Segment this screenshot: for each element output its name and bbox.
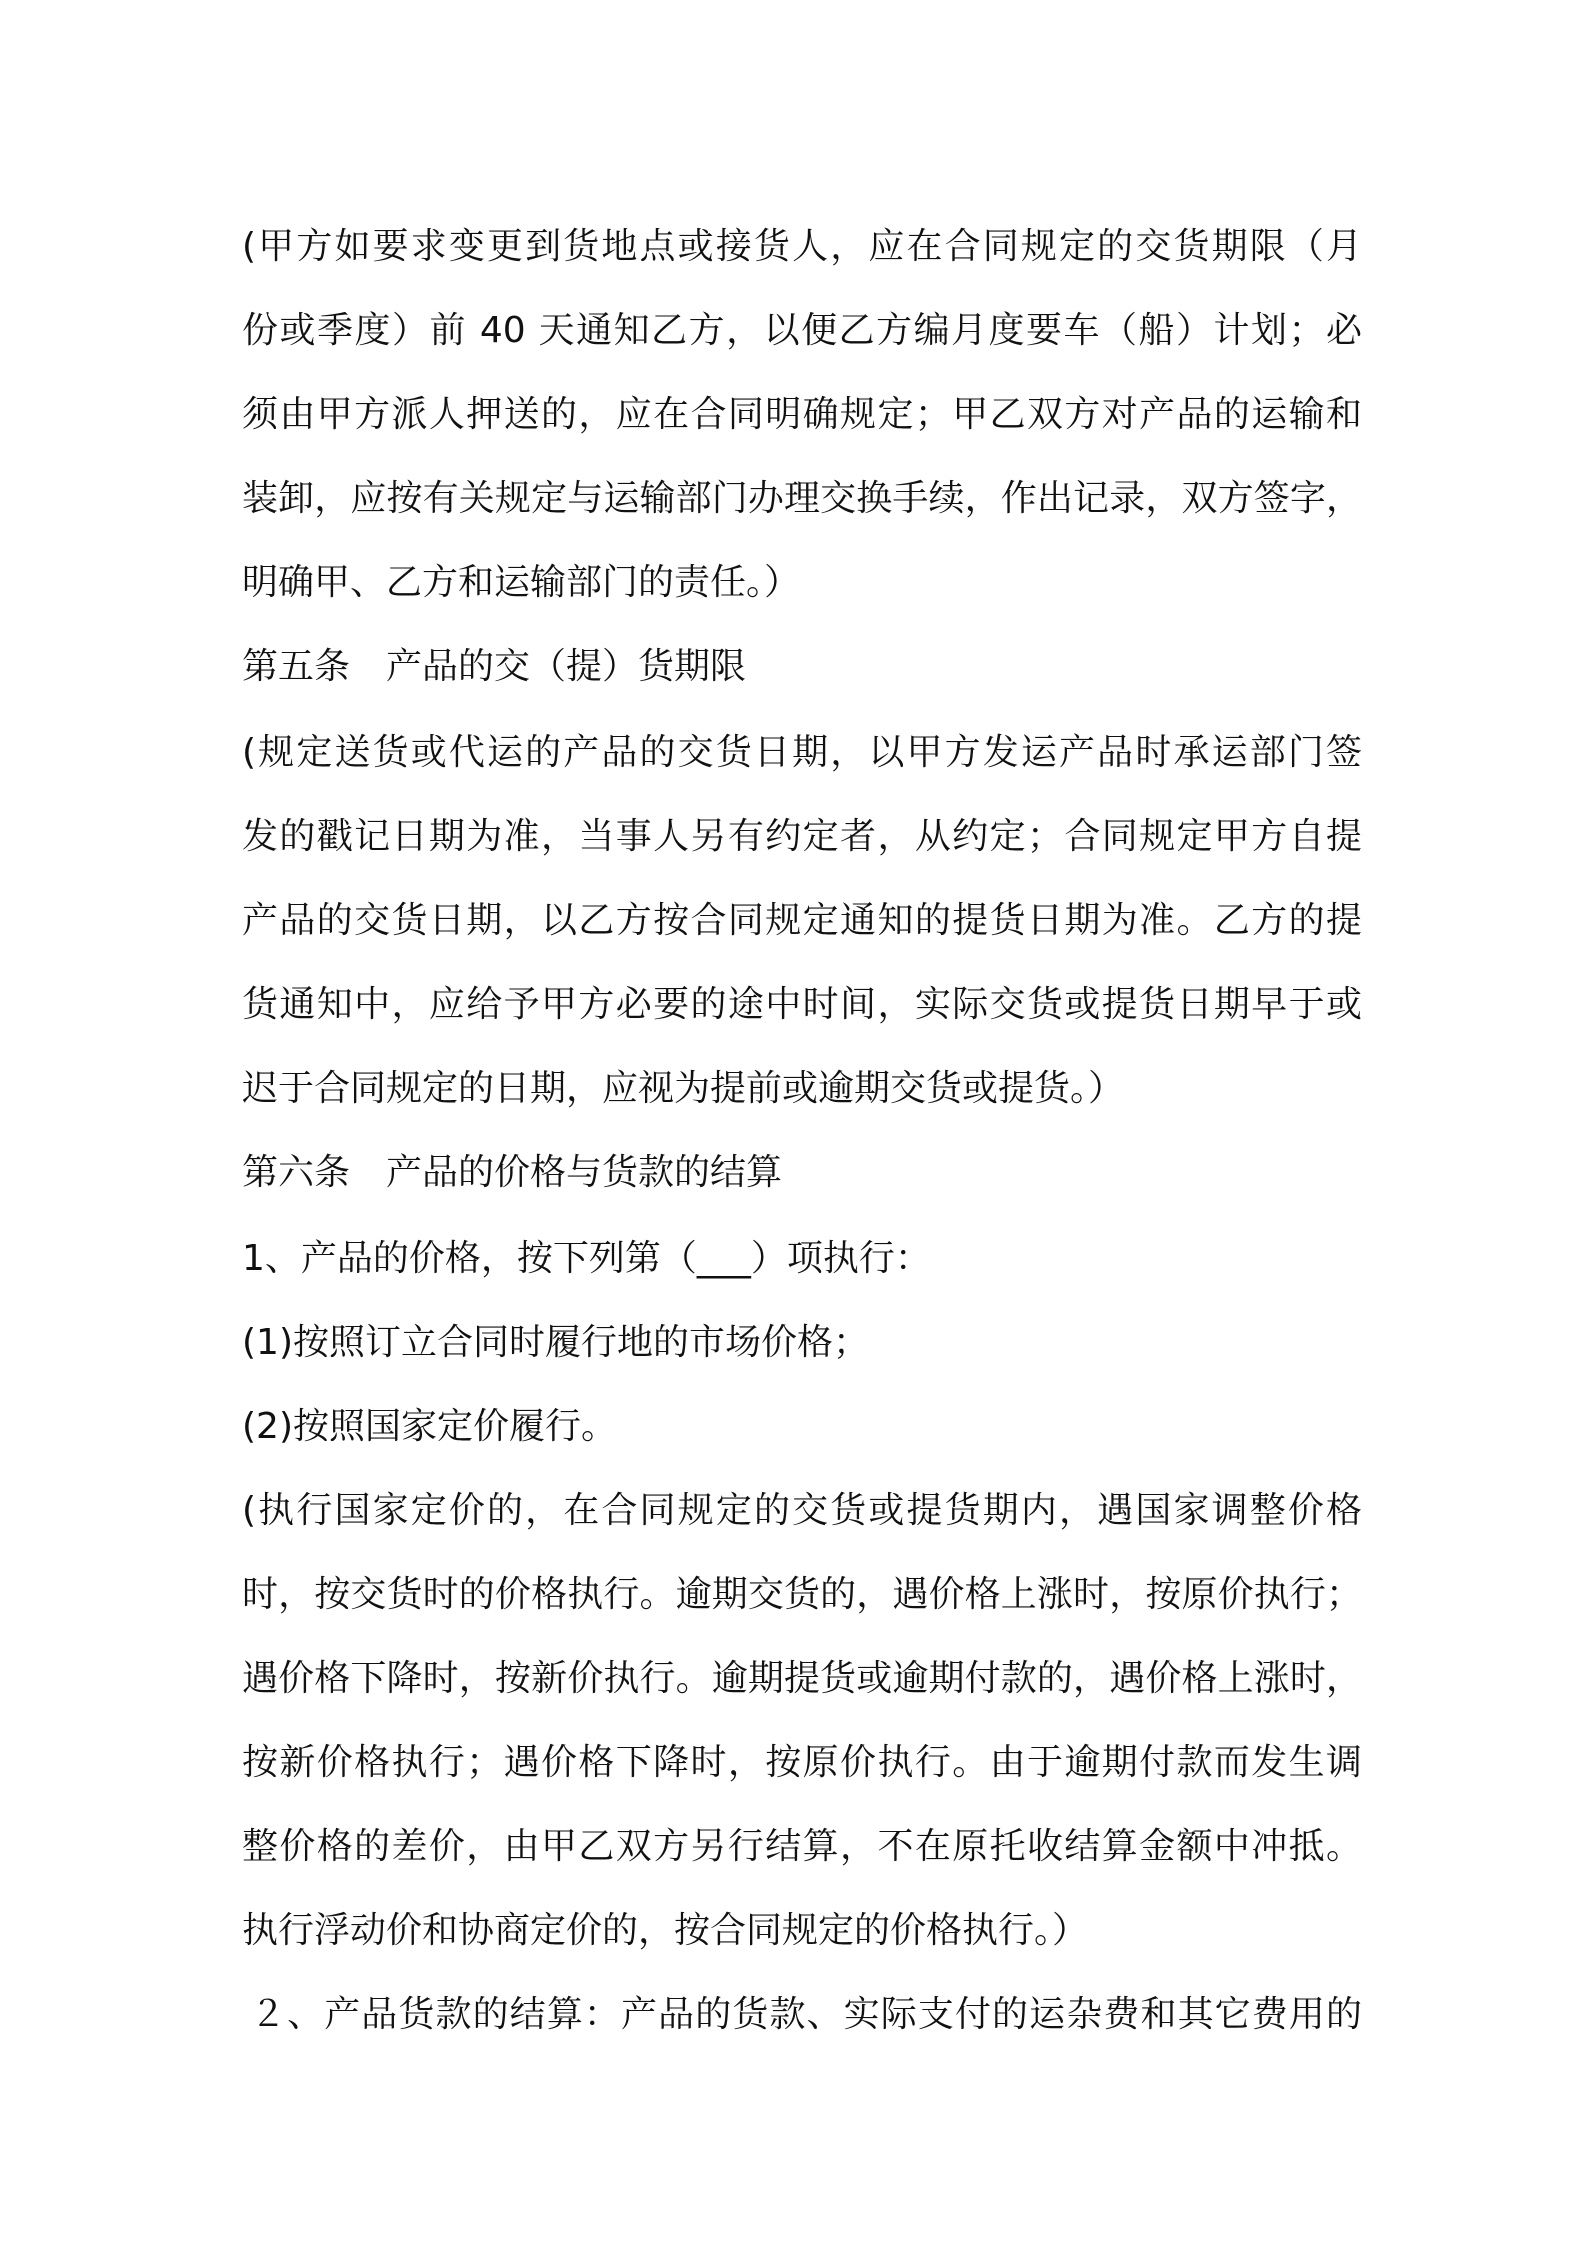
- text-line: 明确甲、乙方和运输部门的责任。）: [242, 562, 801, 603]
- text-line: (执行国家定价的，在合同规定的交货或提货期内，遇国家调整价格: [242, 1490, 1362, 1531]
- text-line: 迟于合同规定的日期，应视为提前或逾期交货或提货。）: [242, 1068, 1125, 1109]
- text-line: 时，按交货时的价格执行。逾期交货的，遇价格上涨时，按原价执行；: [242, 1574, 1362, 1615]
- text-line: 遇价格下降时，按新价执行。逾期提货或逾期付款的，遇价格上涨时，: [242, 1658, 1362, 1699]
- text-line: 装卸，应按有关规定与运输部门办理交换手续，作出记录，双方签字，: [242, 478, 1362, 519]
- text-line: 发的戳记日期为准，当事人另有约定者，从约定；合同规定甲方自提: [242, 816, 1362, 857]
- text-line: 产品的交货日期，以乙方按合同规定通知的提货日期为准。乙方的提: [242, 900, 1362, 941]
- item-1-option-1: (1)按照订立合同时履行地的市场价格；: [242, 1322, 869, 1363]
- text-line: 须由甲方派人押送的，应在合同明确规定；甲乙双方对产品的运输和: [242, 394, 1362, 435]
- text-line: 执行浮动价和协商定价的，按合同规定的价格执行。）: [242, 1910, 1089, 1951]
- paragraph-delivery-date: [242, 711, 1362, 1131]
- text-line: (甲方如要求变更到货地点或接货人，应在合同规定的交货期限（月: [242, 226, 1362, 267]
- item-2-settlement: ２、产品货款的结算：产品的货款、实际支付的运杂费和其它费用的: [250, 1994, 1362, 2035]
- paragraph-state-pricing: [242, 1469, 1362, 1973]
- item-1-price: 1、产品的价格，按下列第（___）项执行：: [242, 1238, 931, 1279]
- document-body: [242, 205, 1362, 2057]
- text-line: 货通知中，应给予甲方必要的途中时间，实际交货或提货日期早于或: [242, 984, 1362, 1025]
- article-5-heading: 第五条 产品的交（提）货期限: [242, 646, 747, 687]
- item-1-option-2: (2)按照国家定价履行。: [242, 1406, 617, 1447]
- text-line: 按新价格执行；遇价格下降时，按原价执行。由于逾期付款而发生调: [242, 1742, 1362, 1783]
- text-line: (规定送货或代运的产品的交货日期，以甲方发运产品时承运部门签: [242, 732, 1362, 773]
- paragraph-delivery-change: [242, 205, 1362, 625]
- article-6-heading: 第六条 产品的价格与货款的结算: [242, 1152, 783, 1193]
- text-line: 整价格的差价，由甲乙双方另行结算，不在原托收结算金额中冲抵。: [242, 1826, 1362, 1867]
- text-line: 份或季度）前 40 天通知乙方，以便乙方编月度要车（船）计划；必: [242, 310, 1362, 351]
